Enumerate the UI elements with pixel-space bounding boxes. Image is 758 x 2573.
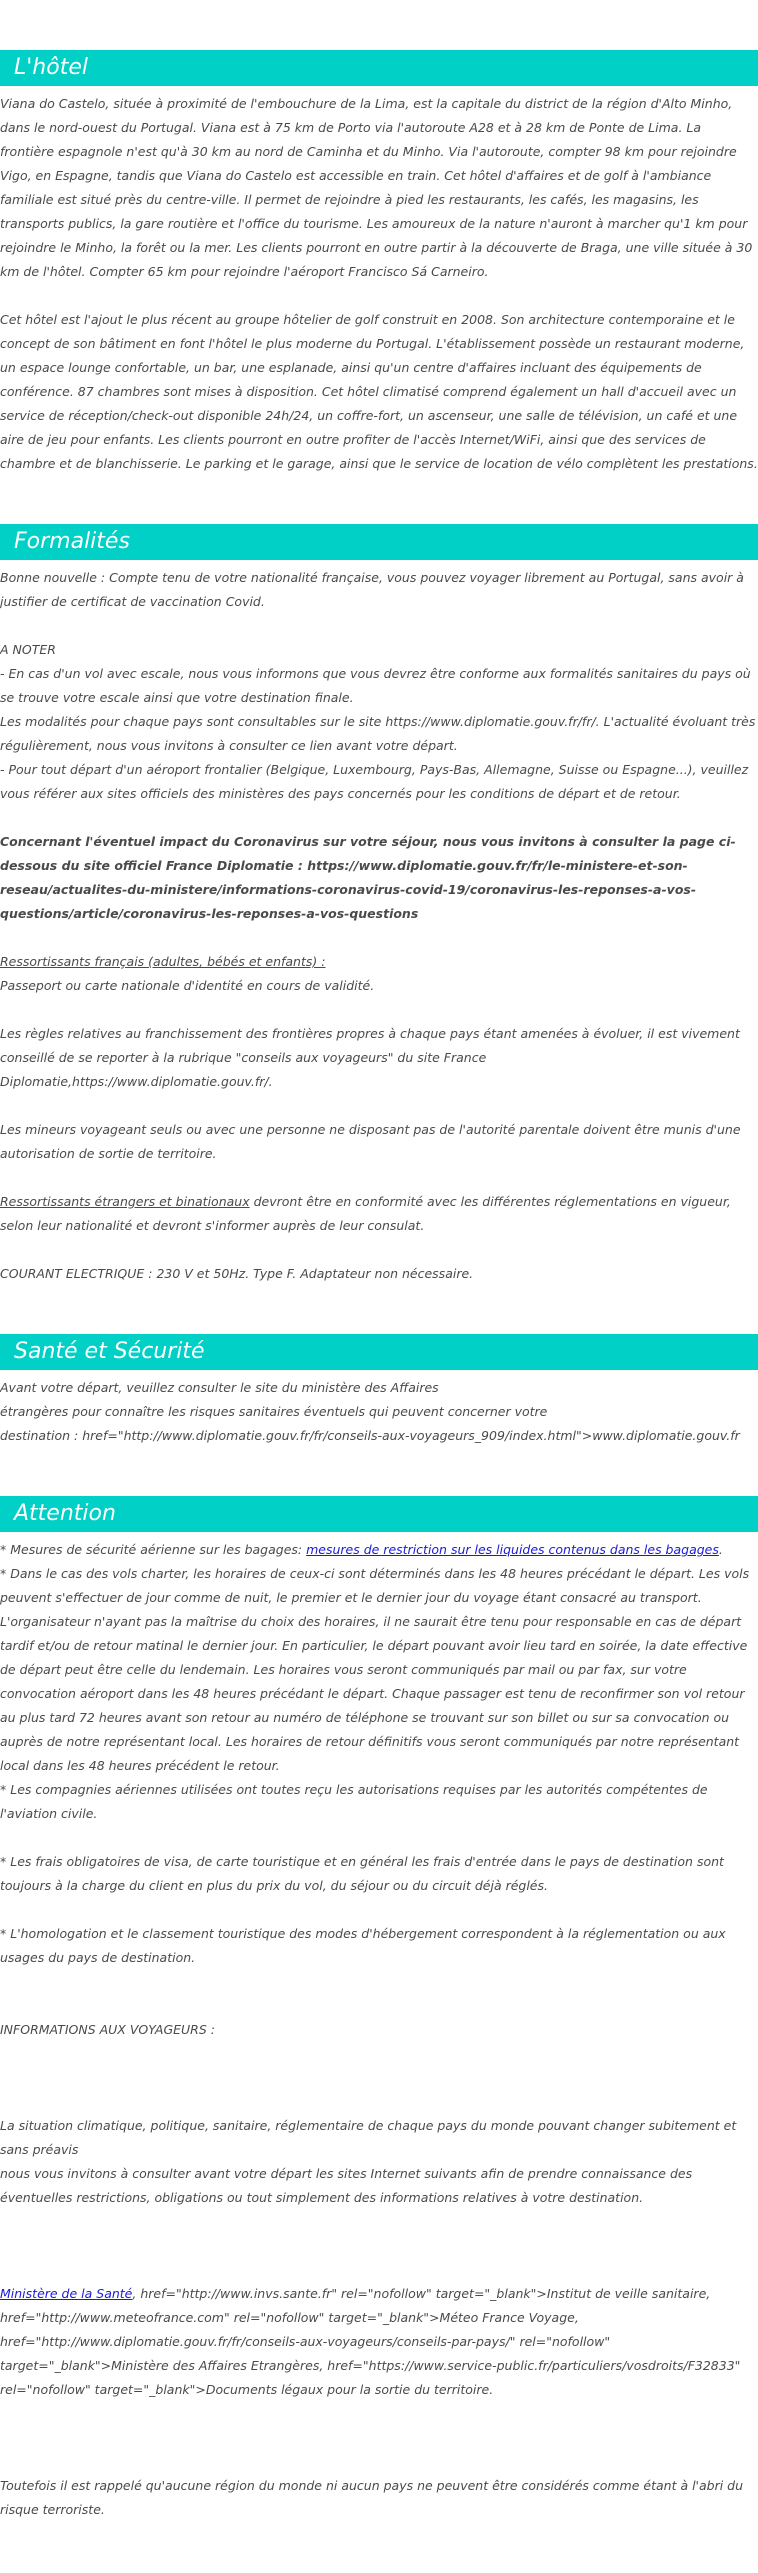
attention-heading: Attention	[0, 1496, 758, 1532]
mineurs-notice: Les mineurs voyageant seuls ou avec une personne ne disposant pas de l'autorité parentale doivent être munis d'une autorisation de sortie de territoire.	[0, 1122, 741, 1161]
vols-charter-notice: * Dans le cas des vols charter, les horaires de ceux-ci sont déterminés dans les 48 heures précédant le départ. Les vols peuvent s'effectuer de jour comme de nuit, le premier et le dernier jour du voyage étant consacré au transport. L'organisateur n'ayant pas la maîtrise du choix des horaires, il ne saurait être tenu pour responsable en cas de départ tardif et/ou de retour matinal le dernier jour. En particulier, le départ pouvant avoir lieu tard en soirée, la date effective de départ peut être celle du lendemain. Les horaires vous seront communiqués par mail ou par fax, sur votre convocation aéroport dans les 48 heures précédant le départ. Chaque passager est tenu de reconfirmer son vol retour au plus tard 72 heures avant son retour au numéro de téléphone se trouvant sur son billet ou sur sa convocation ou auprès de notre représentant local. Les horaires de retour définitifs vous seront communiqués par notre représentant local dans les 48 heures précédent le retour.	[0, 1566, 750, 1773]
etrangers-notice	[0, 1190, 758, 1238]
anoter-escale: - En cas d'un vol avec escale, nous vous informons que vous devrez être conforme aux formalités sanitaires du pays où se trouve votre escale ainsi que votre destination finale.	[0, 666, 751, 705]
terrorisme-notice: Toutefois il est rappelé qu'aucune région du monde ni aucun pays ne peuvent être considérés comme étant à l'abri du risque terroriste.	[0, 2478, 744, 2517]
sante-section	[0, 1334, 758, 1448]
situation-notice-2: nous vous invitons à consulter avant votre départ les sites Internet suivants afin de prendre connaissance des éventuelles restrictions, obligations ou tout simplement des informations relatives à votre destination.	[0, 2166, 693, 2205]
formalites-heading: Formalités	[0, 524, 758, 560]
regles-frontieres: Les règles relatives au franchissement des frontières propres à chaque pays étant amenées à évoluer, il est vivement conseillé de se reporter à la rubrique "conseils aux voyageurs" du site France Diplomatie,https://www.diplomatie.gouv.fr/.	[0, 1026, 740, 1089]
anoter-frontalier: - Pour tout départ d'un aéroport frontalier (Belgique, Luxembourg, Pays-Bas, Allemagne, Suisse ou Espagne...), veuillez vous référer aux sites officiels des ministères des pays concernés pour les conditions de départ et de retour.	[0, 762, 749, 801]
infos-voyageurs-label: INFORMATIONS AUX VOYAGEURS :	[0, 2022, 215, 2037]
hotel-section	[0, 50, 758, 476]
mesures-prefix: * Mesures de sécurité aérienne sur les bagages:	[0, 1542, 307, 1557]
situation-notice-1: La situation climatique, politique, sanitaire, réglementaire de chaque pays du monde pouvant changer subitement et sans préavis	[0, 2118, 737, 2157]
sante-line-1: Avant votre départ, veuillez consulter le site du ministère des Affaires	[0, 1380, 439, 1395]
courant-electrique: COURANT ELECTRIQUE : 230 V et 50Hz. Type F. Adaptateur non nécessaire.	[0, 1266, 474, 1281]
sante-heading: Santé et Sécurité	[0, 1334, 758, 1370]
ressortissants-fr-text: Passeport ou carte nationale d'identité en cours de validité.	[0, 978, 375, 993]
etrangers-text: devront être en conformité avec les différentes réglementations en vigueur, selon leur nationalité et devront s'informer auprès de leur consulat.	[0, 1194, 731, 1233]
anoter-modalites: Les modalités pour chaque pays sont consultables sur le site https://www.diplomatie.gouv.fr/fr/. L'actualité évoluant très régulièrement, nous vous invitons à consulter ce lien avant votre départ.	[0, 714, 756, 753]
attention-section	[0, 1496, 758, 2522]
sante-line-2: étrangères pour connaître les risques sanitaires éventuels qui peuvent concerner votre	[0, 1404, 548, 1419]
homologation-notice: * L'homologation et le classement touristique des modes d'hébergement correspondent à la réglementation ou aux usages du pays de destination.	[0, 1926, 726, 1965]
liens-utiles	[0, 2282, 758, 2402]
compagnies-notice: * Les compagnies aériennes utilisées ont toutes reçu les autorisations requises par les autorités compétentes de l'aviation civile.	[0, 1782, 708, 1821]
etrangers-label: Ressortissants étrangers et binationaux	[0, 1194, 250, 1209]
anoter-label: A NOTER	[0, 642, 56, 657]
hotel-paragraph-location: Viana do Castelo, située à proximité de l'embouchure de la Lima, est la capitale du district de la région d'Alto Minho, dans le nord-ouest du Portugal. Viana est à 75 km de Porto via l'autoroute A28 et à 28 km de Ponte de Lima. La frontière espagnole n'est qu'à 30 km au nord de Caminha et du Minho. Via l'autoroute, compter 98 km pour rejoindre Vigo, en Espagne, tandis que Viana do Castelo est accessible en train. Cet hôtel d'affaires et de golf à l'ambiance familiale est situé près du centre-ville. Il permet de rejoindre à pied les restaurants, les cafés, les magasins, les transports publics, la gare routière et l'office du tourisme. Les amoureux de la nature n'auront à marcher qu'1 km pour rejoindre le Minho, la forêt ou la mer. Les clients pourront en outre partir à la découverte de Braga, une ville située à 30 km de l'hôtel. Compter 65 km pour rejoindre l'aéroport Francisco Sá Carneiro.	[0, 96, 753, 279]
hotel-paragraph-description: Cet hôtel est l'ajout le plus récent au groupe hôtelier de golf construit en 2008. Son architecture contemporaine et le concept de son bâtiment en font l'hôtel le plus moderne du Portugal. L'établissement possède un restaurant moderne, un espace lounge confortable, un bar, une esplanade, ainsi qu'un centre d'affaires incluant des équipements de conférence. 87 chambres sont mises à disposition. Cet hôtel climatisé comprend également un hall d'accueil avec un service de réception/check-out disponible 24h/24, un coffre-fort, un ascenseur, une salle de télévision, un café et une aire de jeu pour enfants. Les clients pourront en outre profiter de l'accès Internet/WiFi, ainsi que des services de chambre et de blanchisserie. Le parking et le garage, ainsi que le service de location de vélo complètent les prestations.	[0, 312, 758, 471]
mesures-securite	[0, 1538, 758, 1562]
mesures-suffix: .	[718, 1542, 723, 1557]
formalites-intro: Bonne nouvelle : Compte tenu de votre nationalité française, vous pouvez voyager librement au Portugal, sans avoir à justifier de certificat de vaccination Covid.	[0, 570, 744, 609]
coronavirus-notice	[0, 830, 758, 926]
frais-notice: * Les frais obligatoires de visa, de carte touristique et en général les frais d'entrée dans le pays de destination sont toujours à la charge du client en plus du prix du vol, du séjour ou du circuit déjà réglés.	[0, 1854, 724, 1893]
liquides-restriction-link[interactable]: mesures de restriction sur les liquides contenus dans les bagages	[306, 1542, 719, 1557]
ministere-sante-link[interactable]: Ministère de la Santé	[0, 2286, 133, 2301]
liens-utiles-text: , href="http://www.invs.sante.fr" rel="nofollow" target="_blank">Institut de veille sanitaire, href="http://www.meteofrance.com" rel="nofollow" target="_blank">Méteo France Voyage, href="http://www.diplomatie.gouv.fr/fr/conseils-aux-voyageurs/conseils-par-pays/" rel="nofollow" target="_blank">Ministère des Affaires Etrangères, href="https://www.service-public.fr/particuliers/vosdroits/F32833" rel="nofollow" target="_blank">Documents légaux pour la sortie du territoire.	[0, 2286, 741, 2397]
ressortissants-fr-label: Ressortissants français (adultes, bébés et enfants) :	[0, 954, 326, 969]
sante-line-3: destination : href="http://www.diplomatie.gouv.fr/fr/conseils-aux-voyageurs_909/index.html">www.diplomatie.gouv.fr	[0, 1428, 740, 1443]
hotel-heading: L'hôtel	[0, 50, 758, 86]
formalites-section	[0, 524, 758, 1286]
coronavirus-notice-bold: Concernant l'éventuel impact du Coronavirus sur votre séjour, nous vous invitons à consulter la page ci-dessous du site officiel France Diplomatie : https://www.diplomatie.gouv.fr/fr/le-ministere-et-son-reseau/actualites-du-ministere/informations-coronavirus-covid-19/coronavirus-les-reponses-a-vos-questions/article/coronavirus-les-reponses-a-vos-questions	[0, 834, 736, 921]
